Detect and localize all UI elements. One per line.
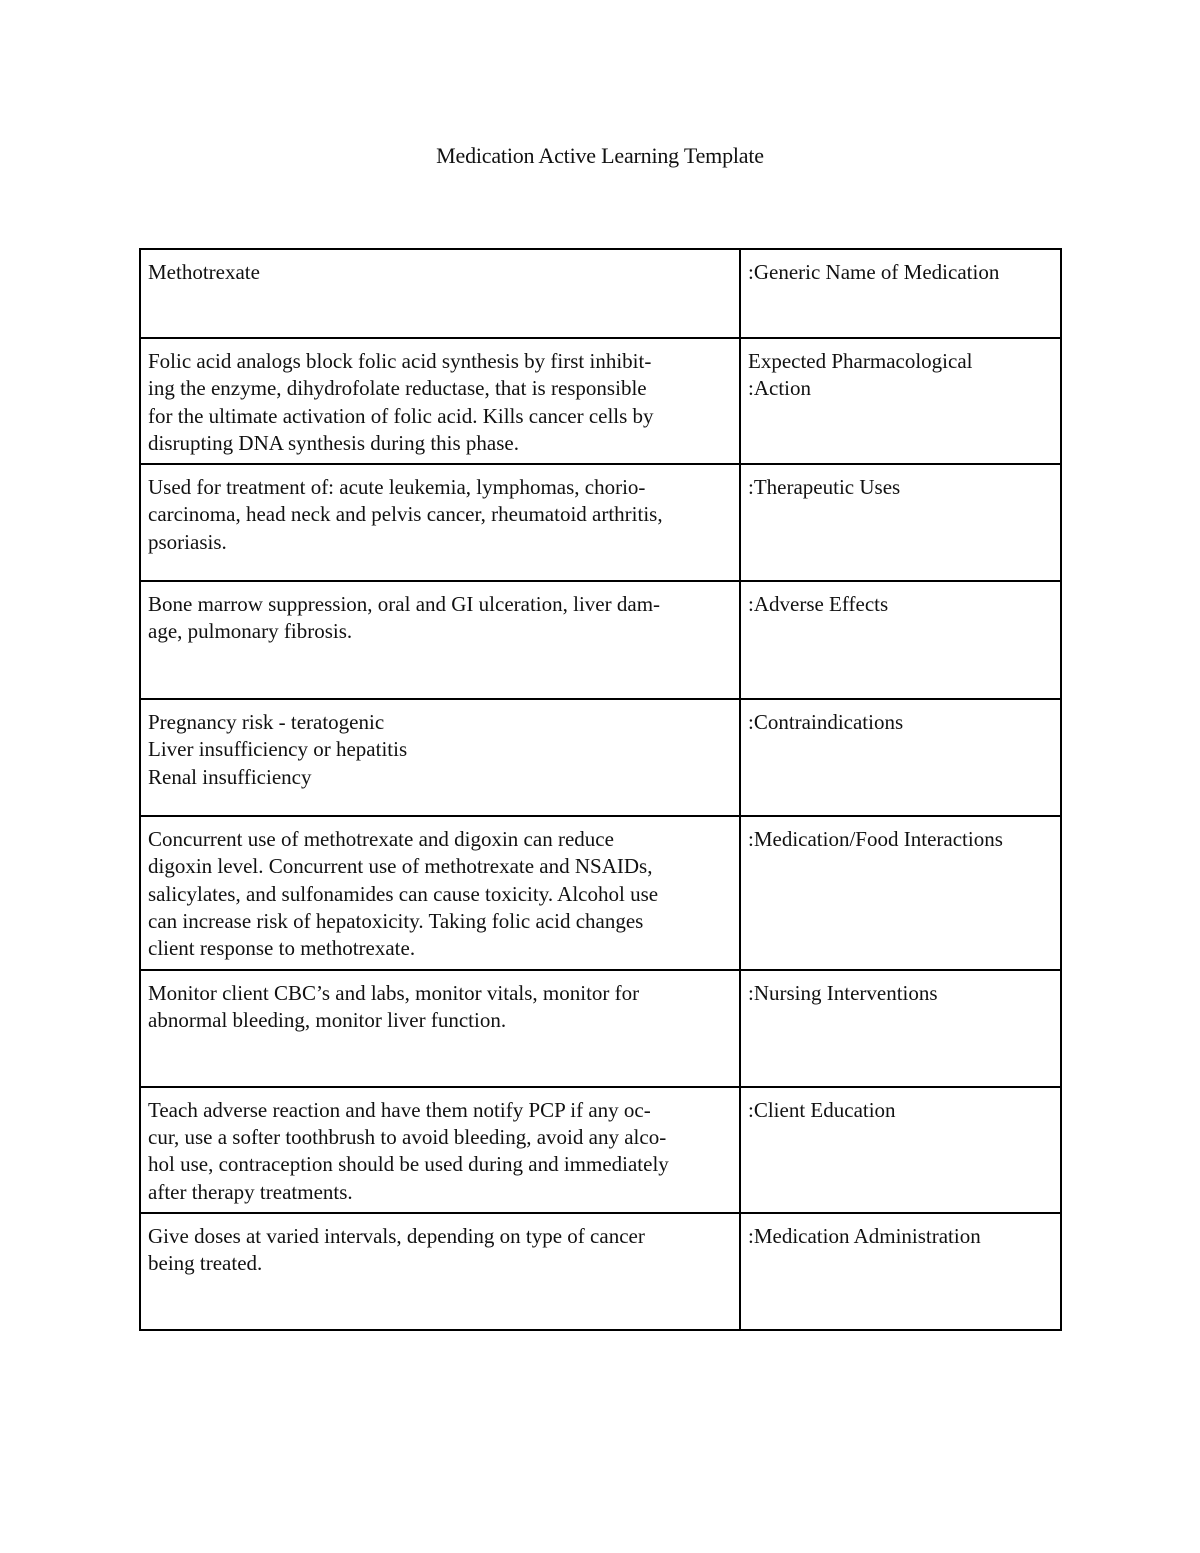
table-row-pharmacological-action [140,338,1061,464]
table-row-therapeutic-uses [140,464,1061,581]
pharmacological-action-label: Expected Pharmacological :Action [740,338,1061,464]
client-education-label: :Client Education [740,1087,1061,1213]
pharmacological-action-value: Folic acid analogs block folic acid synthesis by first inhibit- ing the enzyme, dihydrofolate reductase, that is responsible for the ultimate activation of folic acid. Kills cancer cells by disrupting DNA synthesis during this phase. [140,338,740,464]
interactions-value: Concurrent use of methotrexate and digoxin can reduce digoxin level. Concurrent use of methotrexate and NSAIDs, salicylates, and sulfonamides can cause toxicity. Alcohol use can increase risk of hepatoxicity. Taking folic acid changes client response to methotrexate. [140,816,740,969]
table-row-medication-administration [140,1213,1061,1330]
medication-administration-label: :Medication Administration [740,1213,1061,1330]
therapeutic-uses-value: Used for treatment of: acute leukemia, lymphomas, chorio- carcinoma, head neck and pelvis cancer, rheumatoid arthritis, psoriasis. [140,464,740,581]
table-row-client-education [140,1087,1061,1213]
medication-administration-value: Give doses at varied intervals, depending on type of cancer being treated. [140,1213,740,1330]
adverse-effects-value: Bone marrow suppression, oral and GI ulceration, liver dam- age, pulmonary fibrosis. [140,581,740,699]
nursing-interventions-label: :Nursing Interventions [740,970,1061,1087]
contraindications-value: Pregnancy risk - teratogenic Liver insufficiency or hepatitis Renal insufficiency [140,699,740,816]
table-row-generic-name [140,249,1061,338]
table-row-contraindications [140,699,1061,816]
page-title: Medication Active Learning Template [436,143,764,168]
medication-table [139,248,1062,1331]
nursing-interventions-value: Monitor client CBC’s and labs, monitor vitals, monitor for abnormal bleeding, monitor liver function. [140,970,740,1087]
adverse-effects-label: :Adverse Effects [740,581,1061,699]
interactions-label: :Medication/Food Interactions [740,816,1061,969]
table-row-interactions [140,816,1061,969]
generic-name-value: Methotrexate [140,249,740,338]
table-row-nursing-interventions [140,970,1061,1087]
therapeutic-uses-label: :Therapeutic Uses [740,464,1061,581]
client-education-value: Teach adverse reaction and have them notify PCP if any oc- cur, use a softer toothbrush to avoid bleeding, avoid any alco- hol use, contraception should be used during and immediately after therapy treatments. [140,1087,740,1213]
generic-name-label: :Generic Name of Medication [740,249,1061,338]
contraindications-label: :Contraindications [740,699,1061,816]
table-row-adverse-effects [140,581,1061,699]
